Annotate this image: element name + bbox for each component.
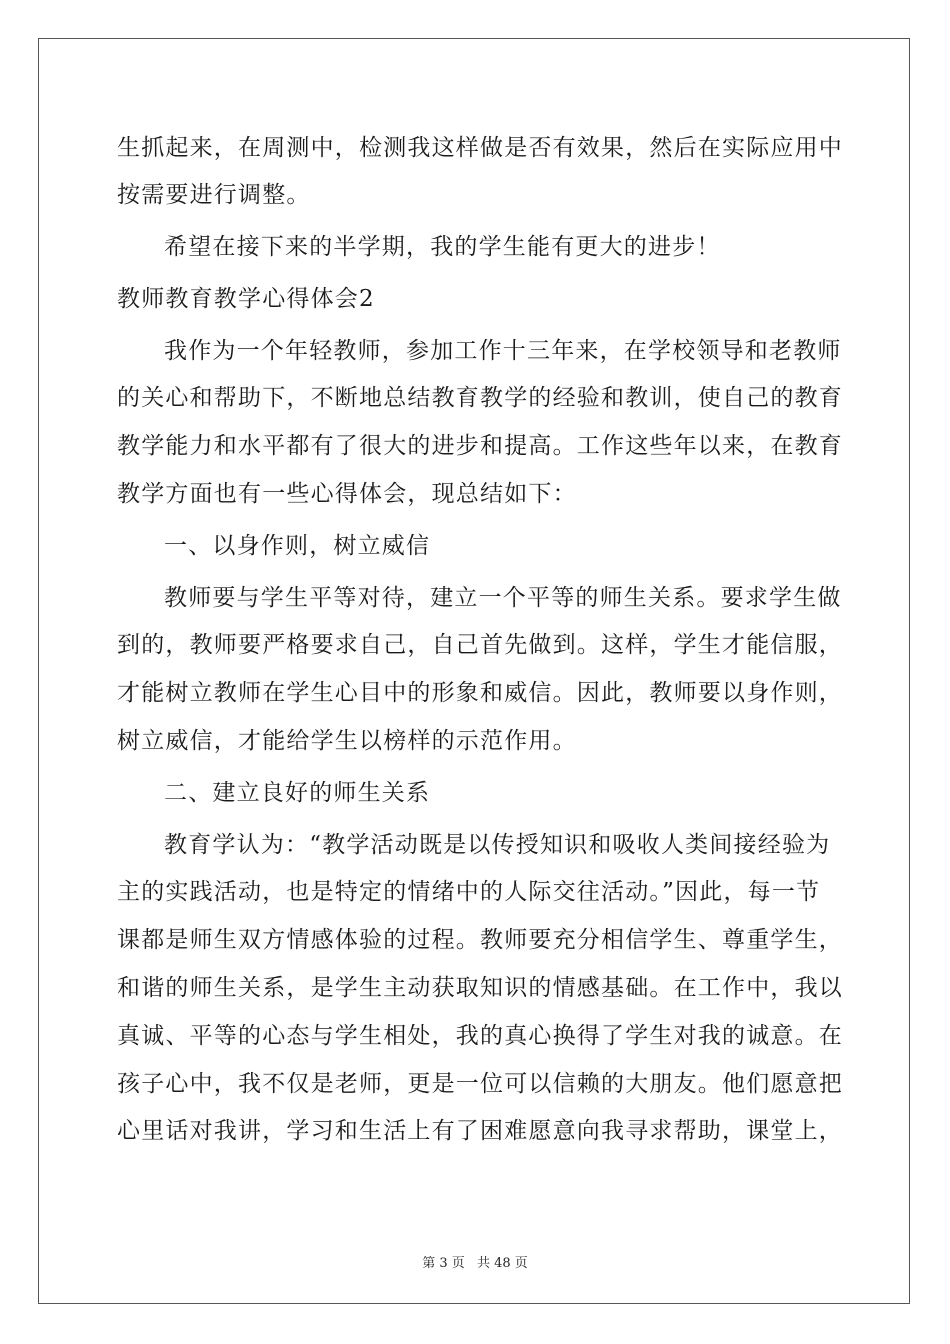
text-line: 才能树立教师在学生心目中的形象和威信。因此，教师要以身作则， <box>117 680 843 706</box>
subheading: 一、以身作则，树立威信 <box>164 533 431 559</box>
text-line: 教师要与学生平等对待，建立一个平等的师生关系。要求学生做 <box>164 585 842 611</box>
section-heading: 教师教育教学心得体会2 <box>117 286 375 312</box>
text-line: 教学能力和水平都有了很大的进步和提高。工作这些年以来，在教育 <box>117 433 843 459</box>
subheading: 二、建立良好的师生关系 <box>164 780 431 806</box>
text-line: 的关心和帮助下，不断地总结教育教学的经验和教训，使自己的教育 <box>117 385 843 411</box>
text-line: 孩子心中，我不仅是老师，更是一位可以信赖的大朋友。他们愿意把 <box>117 1071 843 1097</box>
text-line: 教育学认为：“教学活动既是以传授知识和吸收人类间接经验为 <box>164 832 831 858</box>
text-line: 到的，教师要严格要求自己，自己首先做到。这样，学生才能信服， <box>117 632 843 658</box>
text-line: 树立威信，才能给学生以榜样的示范作用。 <box>117 728 577 754</box>
text-line: 按需要进行调整。 <box>117 182 311 208</box>
text-line: 课都是师生双方情感体验的过程。教师要充分相信学生、尊重学生， <box>117 927 843 953</box>
text-line: 生抓起来，在周测中，检测我这样做是否有效果，然后在实际应用中 <box>117 135 843 161</box>
text-line: 希望在接下来的半学期，我的学生能有更大的进步！ <box>164 234 721 260</box>
text-line: 教学方面也有一些心得体会，现总结如下： <box>117 481 577 507</box>
text-line: 心里话对我讲，学习和生活上有了困难愿意向我寻求帮助，课堂上， <box>117 1118 843 1144</box>
text-line: 真诚、平等的心态与学生相处，我的真心换得了学生对我的诚意。在 <box>117 1023 843 1049</box>
page-footer <box>0 1252 950 1271</box>
text-line: 主的实践活动，也是特定的情绪中的人际交往活动。”因此，每一节 <box>117 879 821 905</box>
page-total: 共 48 页 <box>476 1256 528 1271</box>
text-line: 我作为一个年轻教师，参加工作十三年来，在学校领导和老教师 <box>164 338 842 364</box>
text-line: 和谐的师生关系，是学生主动获取知识的情感基础。在工作中，我以 <box>117 975 843 1001</box>
page-number: 第 3 页 <box>422 1256 465 1271</box>
